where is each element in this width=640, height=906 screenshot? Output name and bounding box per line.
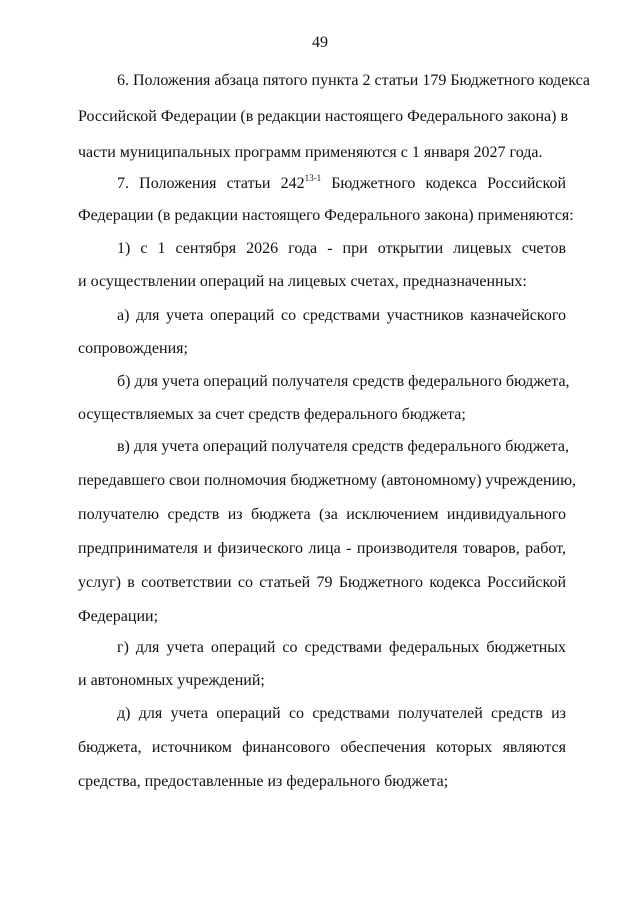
text-line: г) для учета операций со средствами федеральных бюджетных xyxy=(117,639,566,656)
text-line: и осуществлении операций на лицевых счетах, предназначенных: xyxy=(78,273,527,290)
text-line: д) для учета операций со средствами получателей средств из xyxy=(117,705,566,722)
text-line: в) для учета операций получателя средств федерального бюджета, xyxy=(117,438,569,455)
page-number: 49 xyxy=(312,34,328,51)
text-line: а) для учета операций со средствами участников казначейского xyxy=(117,307,566,324)
text-span: 7. Положения статьи 242 xyxy=(117,175,305,192)
text-line: 1) с 1 сентября 2026 года - при открытии лицевых счетов xyxy=(117,240,566,257)
text-line: услуг) в соответствии со статьей 79 Бюджетного кодекса Российской xyxy=(78,574,566,591)
text-line: Федерации (в редакции настоящего Федерального закона) применяются: xyxy=(78,207,574,224)
text-line: Российской Федерации (в редакции настоящего Федерального закона) в xyxy=(78,108,569,125)
text-line: получателю средств из бюджета (за исключением индивидуального xyxy=(78,506,566,523)
text-line: и автономных учреждений; xyxy=(78,672,265,689)
text-line: Федерации; xyxy=(78,608,159,625)
text-line: средства, предоставленные из федерального бюджета; xyxy=(78,773,449,790)
text-line: передавшего свои полномочия бюджетному (автономному) учреждению, xyxy=(78,472,577,489)
text-line: 6. Положения абзаца пятого пункта 2 статьи 179 Бюджетного кодекса xyxy=(117,72,591,89)
superscript: 13-1 xyxy=(304,173,322,183)
text-line: части муниципальных программ применяются с 1 января 2027 года. xyxy=(78,144,543,161)
text-span: Бюджетного кодекса Российской xyxy=(321,175,567,192)
text-line: бюджета, источником финансового обеспечения которых являются xyxy=(78,739,566,756)
text-line xyxy=(117,174,566,194)
text-line: б) для учета операций получателя средств федерального бюджета, xyxy=(117,373,570,390)
text-line: сопровождения; xyxy=(78,340,188,357)
text-line: предпринимателя и физического лица - производителя товаров, работ, xyxy=(78,540,566,557)
text-line: осуществляемых за счет средств федерального бюджета; xyxy=(78,406,466,423)
